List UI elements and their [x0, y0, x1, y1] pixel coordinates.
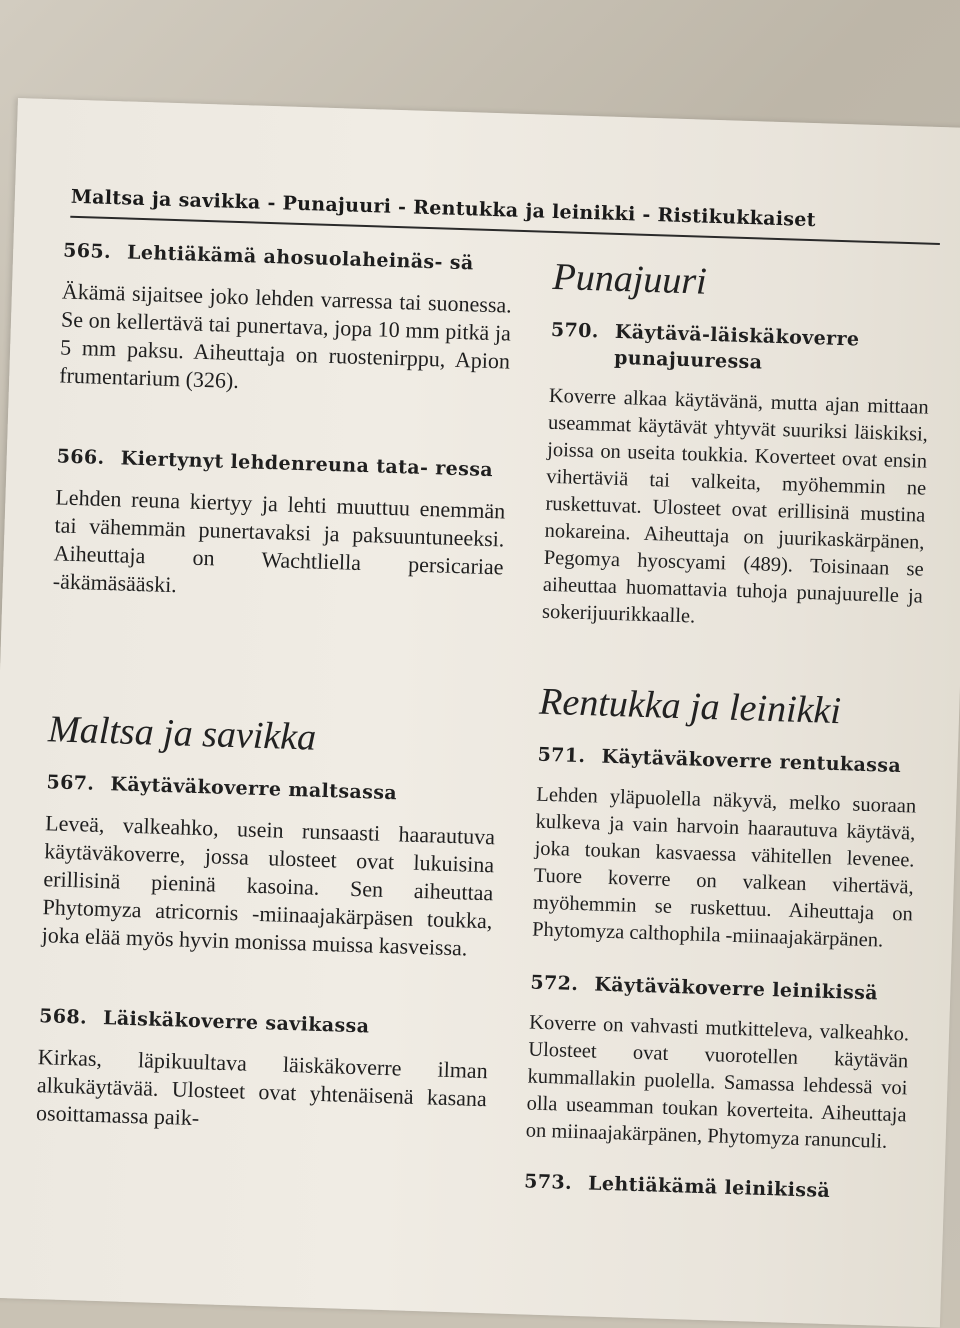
entry-573-heading: Lehtiäkämä leinikissä: [587, 1172, 831, 1203]
entry-567-body: Leveä, valkeahko, usein runsaasti haarautuva käytäväkoverre, jossa ulosteet ovat lukuisina erillisinä pieninä kasoina. Sen aiheuttaa Phytomyza atricornis -miinaajakärpäsen toukka, joka elää myös hyvin monissa muissa kasveissa.: [41, 810, 496, 961]
entry-567-title: [46, 769, 497, 809]
running-head: Maltsa ja savikka - Punajuuri - Rentukka ja leinikki - Ristikukkaiset: [70, 185, 817, 232]
entry-570-body: Koverre alkaa käytävänä, mutta ajan mittaan useammat käytävät yhtyvät suuriksi läiskiksi, joissa on useita toukkia. Koverteet ovat ensin vihertäviä tai valkeita, myöhemmin ne ruskettuvat. Ulosteet ovat erillisinä mustina nokareina. Aiheuttaja on juurikaskärpänen, Pegomya hyoscyami (489). Toisinaan se aiheuttaa huomattavia tuhoja punajuurelle ja sokerijuurikkaalle.: [541, 384, 930, 628]
entry-573-title: [524, 1168, 905, 1206]
entry-571-title: [537, 742, 918, 780]
entry-572-title: [530, 970, 911, 1008]
entry-572-number: 572.: [530, 971, 579, 996]
entry-573-number: 573.: [523, 1170, 573, 1194]
entry-572-body: Koverre on vahvasti mutkitteleva, valkeahko. Ulosteet ovat vuorotellen käytävän kummallakin puolella. Samassa lehdessä voi olla useamman toukan koverteita. Aiheuttaja on miinaajakärpänen, Phytomyza ranunculi.: [525, 1011, 910, 1153]
entry-567-heading: Käytäväkoverre maltsassa: [110, 773, 398, 805]
entry-566-title: [56, 443, 507, 483]
entry-565-body: Äkämä sijaitsee joko lehden varressa tai suonessa. Se on kellertävä tai punertava, jopa 10 mm pitkä ja 5 mm paksu. Aiheuttaja on ruostenirppu, Apion frumentarium (326).: [58, 278, 513, 394]
left-column: [34, 238, 513, 1196]
right-column: [523, 255, 933, 1220]
entry-566-body: Lehden reuna kiertyy ja lehti muuttuu enemmän tai vähemmän punertavaksi ja paksuuntuneeksi. Aiheuttaja on Wachtliella persicariae -äkämäsääski.: [52, 484, 506, 598]
entry-566-number: 566.: [56, 445, 105, 469]
entry-570-title: [550, 317, 931, 381]
entry-570-number: 570.: [550, 318, 600, 343]
entry-565-title: [63, 238, 514, 278]
entry-566-heading: Kiertynyt lehdenreuna tata- ressa: [120, 447, 494, 482]
entry-568-title: [39, 1003, 490, 1043]
entry-568-body: Kirkas, läpikuultava läiskäkoverre ilman alkukäytävää. Ulosteet ovat yhtenäisenä kasana osoittamassa paik-: [35, 1044, 489, 1131]
book-page: [0, 98, 960, 1328]
entry-568-number: 568.: [38, 1005, 88, 1029]
entry-565-heading: Lehtiäkämä ahosuolaheinäs- sä: [126, 241, 475, 275]
entry-567-number: 567.: [46, 771, 95, 795]
entry-571-number: 571.: [537, 743, 586, 768]
entry-571-body: Lehden yläpuolella näkyvä, melko suoraan kulkeva ja vain harvoin haarautuva käytävä, joka toukan kasvaessa vähitellen levenee. Tuore koverre on valkean vihertävä, myöhemmin se ruskettuu. Aiheuttaja on Phytomyza calthophila -miinaajakärpänen.: [531, 783, 917, 952]
entry-570-heading: Käytävä-läiskäkoverre punajuuressa: [613, 320, 860, 374]
section-rentukka-heading: Rentukka ja leinikki: [538, 680, 842, 733]
section-punajuuri-heading: Punajuuri: [551, 255, 708, 303]
entry-571-heading: Käytäväkoverre rentukassa: [601, 745, 902, 778]
entry-568-heading: Läiskäkoverre savikassa: [102, 1007, 370, 1038]
section-maltsa-heading: Maltsa ja savikka: [47, 708, 317, 759]
entry-572-heading: Käytäväkoverre leinikissä: [594, 973, 879, 1005]
entry-565-number: 565.: [62, 239, 112, 263]
